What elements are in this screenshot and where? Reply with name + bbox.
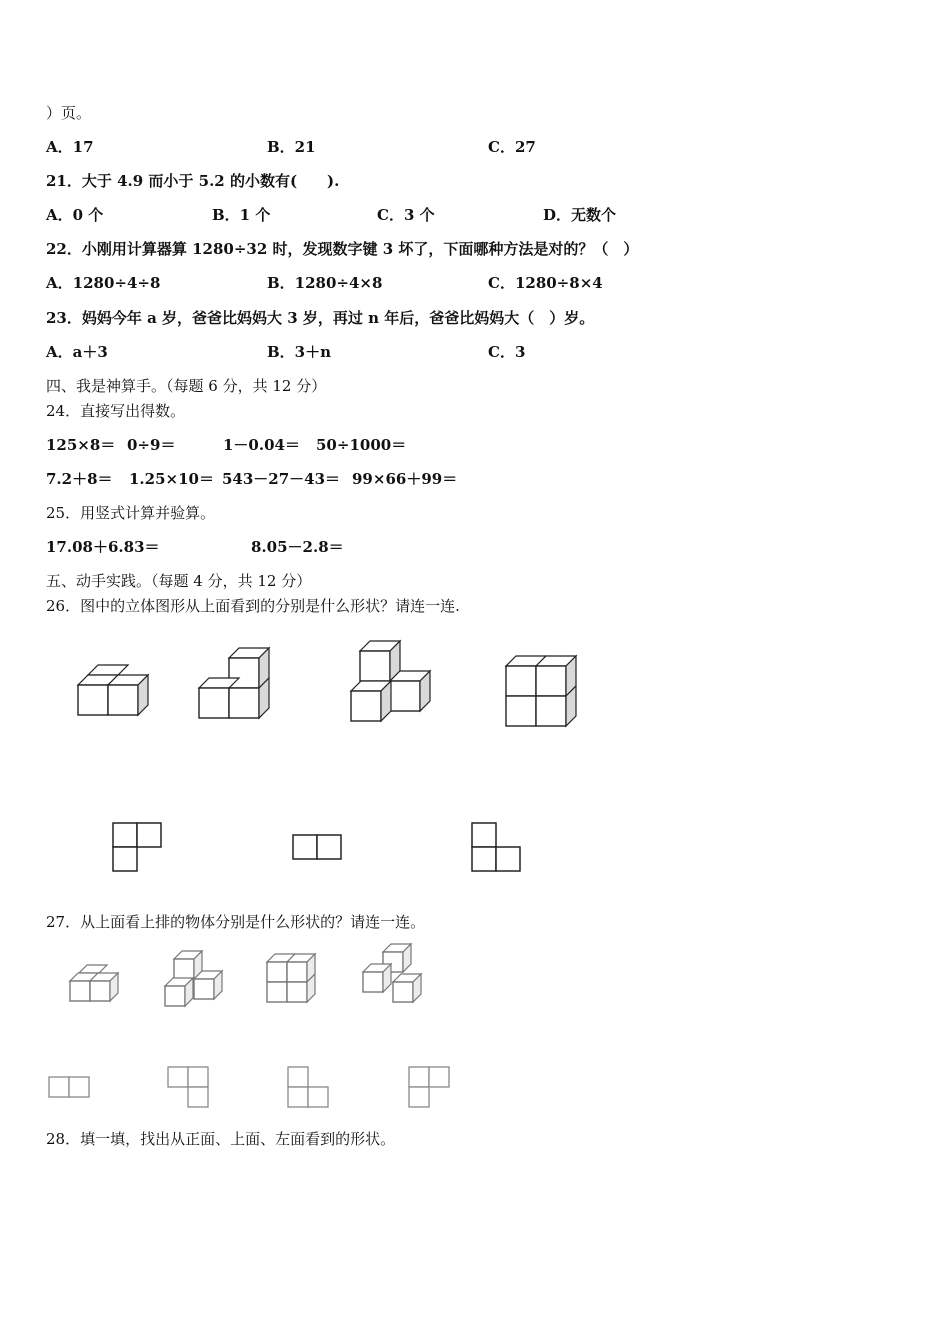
q21-option-b[interactable]: B．1 个 [212, 206, 271, 224]
q24-item: 125×8＝ [46, 436, 116, 454]
q20-option-b[interactable]: B．21 [267, 138, 316, 156]
q27-view-3[interactable] [287, 1066, 331, 1110]
q27-stem: 27．从上面看上排的物体分别是什么形状的？请连一连。 [46, 913, 426, 931]
q26-view-2[interactable] [292, 834, 344, 862]
q27-view-2[interactable] [167, 1066, 211, 1110]
q24-stem: 24．直接写出得数。 [46, 402, 186, 420]
q21-option-c[interactable]: C．3 个 [377, 206, 435, 224]
q21-option-a[interactable]: A．0 个 [46, 206, 104, 224]
q22-option-a[interactable]: A．1280÷4÷8 [46, 274, 161, 292]
q25-item: 17.08＋6.83＝ [46, 538, 160, 556]
q26-stem: 26．图中的立体图形从上面看到的分别是什么形状？请连一连. [46, 597, 460, 615]
q23-option-c[interactable]: C．3 [488, 343, 526, 361]
q24-item: 50÷1000＝ [316, 436, 407, 454]
q27-solid-4[interactable] [355, 938, 430, 1010]
q26-solid-3[interactable] [345, 635, 440, 730]
q20-option-c[interactable]: C．27 [488, 138, 536, 156]
q24-item: 7.2＋8＝ [46, 470, 113, 488]
q24-item: 1－0.04＝ [223, 436, 300, 454]
q23-stem: 23．妈妈今年 a 岁，爸爸比妈妈大 3 岁，再过 n 年后，爸爸比妈妈大（ ）岁。 [46, 309, 595, 327]
q26-solid-4[interactable] [500, 650, 585, 735]
q27-view-4[interactable] [408, 1066, 452, 1110]
q27-solid-2[interactable] [158, 945, 228, 1013]
q24-item: 543－27－43＝ [222, 470, 341, 488]
q26-solid-2[interactable] [192, 640, 282, 725]
q26-view-3[interactable] [471, 822, 523, 874]
q24-item: 0÷9＝ [127, 436, 176, 454]
q26-solid-1[interactable] [70, 655, 160, 725]
q26-view-1[interactable] [112, 822, 164, 874]
q23-option-a[interactable]: A．a＋3 [46, 343, 108, 361]
q22-option-b[interactable]: B．1280÷4×8 [267, 274, 383, 292]
q21-option-d[interactable]: D．无数个 [543, 206, 617, 224]
q21-stem: 21．大于 4.9 而小于 5.2 的小数有( ). [46, 172, 340, 190]
q24-item: 99×66＋99＝ [352, 470, 458, 488]
q22-option-c[interactable]: C．1280÷8×4 [488, 274, 603, 292]
q22-stem: 22．小刚用计算器算 1280÷32 时，发现数字键 3 坏了，下面哪种方法是对的？（ ） [46, 240, 639, 258]
section-4-heading: 四、我是神算手。（每题 6 分，共 12 分） [46, 377, 327, 395]
q27-solid-3[interactable] [260, 948, 325, 1010]
q25-stem: 25．用竖式计算并验算。 [46, 504, 216, 522]
q20-tail: ）页。 [46, 104, 92, 122]
q27-solid-1[interactable] [62, 958, 127, 1010]
q27-view-1[interactable] [48, 1076, 92, 1100]
q28-stem: 28．填一填，找出从正面、上面、左面看到的形状。 [46, 1130, 396, 1148]
q23-option-b[interactable]: B．3＋n [267, 343, 332, 361]
section-5-heading: 五、动手实践。（每题 4 分，共 12 分） [46, 572, 312, 590]
q24-item: 1.25×10＝ [129, 470, 214, 488]
q20-option-a[interactable]: A．17 [46, 138, 94, 156]
q25-item: 8.05－2.8＝ [251, 538, 344, 556]
